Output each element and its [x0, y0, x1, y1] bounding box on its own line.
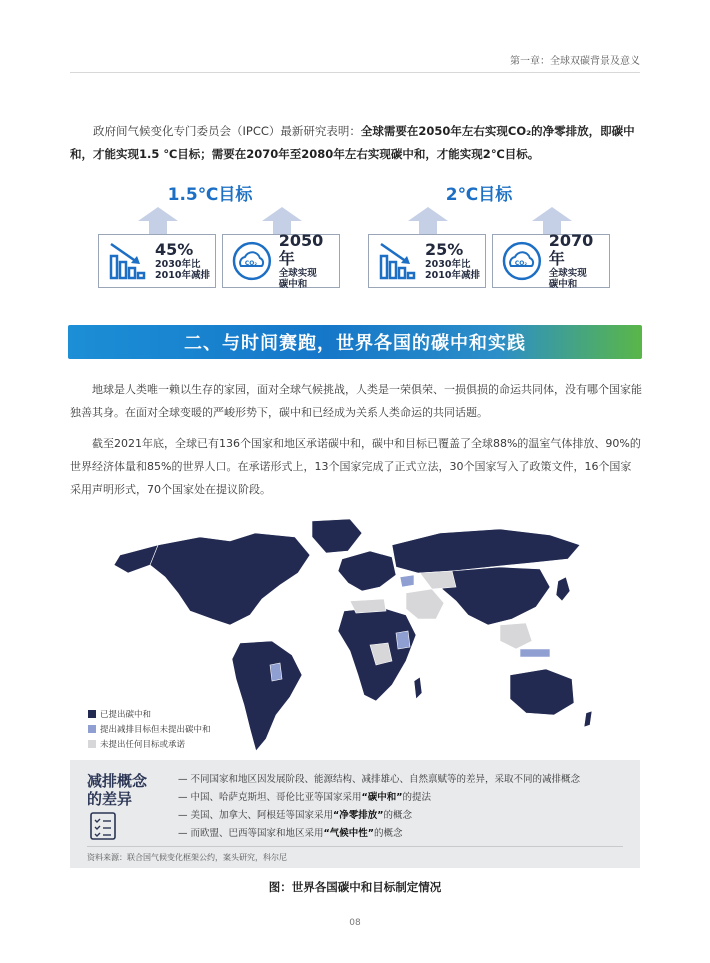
- concept-item: [178, 771, 580, 789]
- reduction-percent: 25%: [425, 240, 464, 259]
- reduction-card-1-5: [98, 234, 216, 288]
- intro-highlight: 全球需要在2050年左右实现CO₂的净零排放，即碳中和，才能实现1.5 ℃目标；需要在2070年至2080年左右实现碳中和，才能实现2℃目标。: [70, 124, 635, 161]
- concept-item-text: — 而欧盟、巴西等国家和地区采用: [178, 828, 324, 839]
- concept-item-suffix: 的提法: [402, 792, 432, 803]
- concept-item: [178, 789, 580, 807]
- legend-item: [88, 721, 211, 736]
- concept-term: “碳中和”: [361, 792, 403, 803]
- divider: [87, 846, 623, 847]
- concept-box-title: [87, 772, 147, 808]
- concept-title-line1: 减排概念: [87, 772, 148, 790]
- figure-caption: 图：世界各国碳中和目标制定情况: [268, 880, 442, 894]
- neutral-line2: 碳中和: [548, 279, 578, 290]
- map-region-caucasus: [400, 575, 414, 587]
- map-region-alaska: [114, 545, 158, 573]
- neutral-card-1-5: [222, 231, 340, 290]
- co2-cloud-icon: [231, 240, 273, 282]
- legend-swatch: [88, 740, 96, 748]
- map-region-europe: [338, 551, 396, 591]
- concept-item-text: — 中国、哈萨克斯坦、哥伦比亚等国家采用: [178, 792, 362, 803]
- declining-bars-icon: [377, 240, 419, 282]
- legend-item: [88, 706, 211, 721]
- legend-label: 未提出任何目标或承诺: [100, 739, 186, 750]
- concept-item-suffix: 的概念: [383, 810, 413, 821]
- neutral-year: 2050年: [278, 231, 324, 268]
- intro-prefix: 政府间气候变化专门委员会（IPCC）最新研究表明：: [93, 124, 361, 138]
- reduction-line2: 2010年减排: [155, 270, 210, 281]
- up-arrow-icon: [138, 207, 178, 237]
- neutral-line1: 全球实现: [278, 268, 317, 279]
- page-number: 08: [349, 918, 361, 928]
- map-region-central-asia: [420, 571, 456, 589]
- map-region-madagascar: [414, 677, 422, 699]
- svg-text:CO₂: CO₂: [514, 259, 527, 267]
- map-region-asia: [442, 567, 550, 625]
- reduction-line1: 2030年比: [425, 259, 471, 270]
- concept-item-text: — 美国、加拿大、阿根廷等国家采用: [178, 810, 334, 821]
- map-region-north-africa: [350, 599, 386, 613]
- body-paragraph: 截至2021年底，全球已有136个国家和地区承诺碳中和，碳中和目标已覆盖了全球88%的温室气体排放、90%的世界经济体量和85%的世界人口。在承诺形式上，13个国家完成了正式立法，30个国家写入了政策文件，16个国家采用声明形式，70个国家处在提议阶段。: [70, 437, 641, 496]
- neutral-card-2: [492, 231, 610, 290]
- concept-difference-box: [70, 760, 640, 868]
- chapter-header: 第一章：全球双碳背景及意义: [510, 56, 640, 67]
- map-region-middle-east: [406, 589, 444, 619]
- legend-swatch: [88, 725, 96, 733]
- checklist-icon: [90, 812, 116, 840]
- legend-label: 已提出碳中和: [100, 709, 152, 720]
- target-title-2: 2℃目标: [445, 185, 513, 205]
- body-paragraph: 地球是人类唯一赖以生存的家园，面对全球气候挑战，人类是一荣俱荣、一损俱损的命运共同体，没有哪个国家能独善其身。在面对全球变暖的严峻形势下，碳中和已经成为关系人类命运的共同话题。: [70, 383, 642, 419]
- reduction-percent: 45%: [155, 240, 194, 259]
- legend-item: [88, 736, 211, 751]
- concept-list: [178, 771, 580, 843]
- section-heading: 二、与时间赛跑，世界各国的碳中和实践: [68, 325, 642, 359]
- map-region-japan: [556, 577, 570, 601]
- reduction-line1: 2030年比: [155, 259, 201, 270]
- reduction-card-2: [368, 234, 486, 288]
- map-region-south-america: [232, 641, 302, 751]
- concept-term: “气候中性”: [323, 828, 375, 839]
- map-region-greenland: [312, 519, 362, 553]
- declining-bars-icon: [107, 240, 149, 282]
- map-region-north-america: [150, 533, 310, 625]
- neutral-year: 2070年: [548, 231, 594, 268]
- map-legend: [88, 706, 211, 751]
- neutral-line1: 全球实现: [548, 268, 587, 279]
- concept-item: [178, 825, 580, 843]
- map-region-andes: [270, 663, 282, 681]
- reduction-line2: 2010年减排: [425, 270, 480, 281]
- concept-title-line2: 的差异: [87, 790, 133, 808]
- map-region-southeast-asia: [500, 623, 532, 649]
- header-divider: [70, 72, 640, 73]
- neutral-line2: 碳中和: [278, 279, 308, 290]
- co2-cloud-icon: [501, 240, 543, 282]
- svg-text:CO₂: CO₂: [244, 259, 257, 267]
- target-title-1-5: 1.5℃目标: [167, 185, 253, 205]
- up-arrow-icon: [408, 207, 448, 237]
- legend-label: 提出减排目标但未提出碳中和: [100, 724, 211, 735]
- concept-item-suffix: 的概念: [374, 828, 403, 839]
- map-region-indonesia: [520, 649, 550, 657]
- source-note: 资料来源：联合国气候变化框架公约，案头研究，科尔尼: [87, 853, 287, 862]
- map-region-east-africa: [396, 631, 410, 649]
- map-region-australia: [510, 669, 574, 715]
- intro-paragraph: [70, 120, 640, 166]
- concept-term: “净零排放”: [333, 810, 384, 821]
- concept-item: [178, 807, 580, 825]
- map-region-russia: [392, 529, 580, 573]
- legend-swatch: [88, 710, 96, 718]
- concept-item-text: — 不同国家和地区因发展阶段、能源结构、减排雄心、自然禀赋等的差异，采取不同的减排概念: [178, 774, 581, 785]
- map-region-new-zealand: [584, 711, 592, 727]
